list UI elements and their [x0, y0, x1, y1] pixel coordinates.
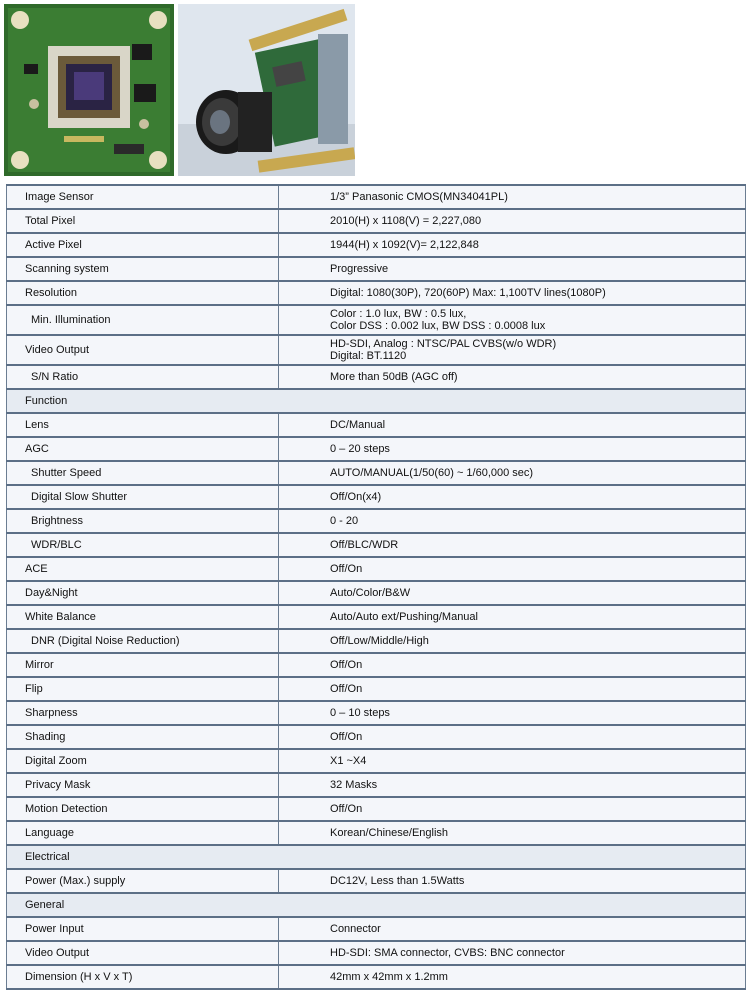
spec-row: [7, 209, 746, 233]
spec-label: Digital Zoom: [7, 749, 279, 773]
spec-row: [7, 257, 746, 281]
spec-row: [7, 893, 746, 917]
spec-value: [279, 437, 746, 461]
spec-row: [7, 305, 746, 335]
spec-value-line: 0 - 20: [330, 515, 359, 527]
section-heading: Function: [7, 389, 746, 413]
spec-value-line: 42mm x 42mm x 1.2mm: [330, 971, 448, 983]
spec-row: [7, 845, 746, 869]
spec-value: [279, 485, 746, 509]
spec-row: [7, 461, 746, 485]
spec-value-line: AUTO/MANUAL(1/50(60) ~ 1/60,000 sec): [330, 467, 534, 479]
spec-label: S/N Ratio: [7, 365, 279, 389]
spec-row: [7, 965, 746, 989]
spec-label: Power (Max.) supply: [7, 869, 279, 893]
spec-value: [279, 257, 746, 281]
spec-value-line: HD-SDI, Analog : NTSC/PAL CVBS(w/o WDR): [330, 338, 557, 350]
spec-table: [6, 184, 746, 990]
spec-value: [279, 581, 746, 605]
spec-label: Power Input: [7, 917, 279, 941]
spec-label: Privacy Mask: [7, 773, 279, 797]
spec-label: WDR/BLC: [7, 533, 279, 557]
spec-label: Shutter Speed: [7, 461, 279, 485]
spec-label: Total Pixel: [7, 209, 279, 233]
spec-value-line: Progressive: [330, 263, 389, 275]
spec-value: [279, 965, 746, 989]
spec-row: [7, 749, 746, 773]
spec-row: [7, 389, 746, 413]
spec-label: Motion Detection: [7, 797, 279, 821]
spec-row: [7, 869, 746, 893]
spec-row: [7, 773, 746, 797]
spec-value-line: Off/Low/Middle/High: [330, 635, 429, 647]
spec-row: [7, 557, 746, 581]
spec-table-body: [7, 185, 746, 989]
spec-value-line: DC/Manual: [330, 419, 386, 431]
spec-value-line: 1/3” Panasonic CMOS(MN34041PL): [330, 191, 508, 203]
spec-row: [7, 653, 746, 677]
spec-value-line: Digital: 1080(30P), 720(60P) Max: 1,100TV lines(1080P): [330, 287, 606, 299]
spec-label: Day&Night: [7, 581, 279, 605]
spec-value-line: Off/On: [330, 659, 363, 671]
spec-label: White Balance: [7, 605, 279, 629]
spec-value: [279, 725, 746, 749]
spec-label: Mirror: [7, 653, 279, 677]
spec-row: [7, 509, 746, 533]
spec-row: [7, 413, 746, 437]
spec-value-line: X1 ~X4: [330, 755, 367, 767]
spec-value: [279, 773, 746, 797]
spec-value-line: Off/On: [330, 803, 363, 815]
spec-row: [7, 725, 746, 749]
spec-label: AGC: [7, 437, 279, 461]
spec-row: [7, 701, 746, 725]
spec-value-line: Off/On: [330, 563, 363, 575]
spec-value: [279, 461, 746, 485]
spec-value-line-2: Digital: BT.1120: [330, 350, 407, 362]
spec-row: [7, 233, 746, 257]
spec-value: [279, 365, 746, 389]
spec-value-line: Off/On(x4): [330, 491, 382, 503]
spec-value: [279, 917, 746, 941]
spec-value-line: Off/BLC/WDR: [330, 539, 399, 551]
spec-label: Video Output: [7, 941, 279, 965]
spec-label: Dimension (H x V x T): [7, 965, 279, 989]
spec-value-line-2: Color DSS : 0.002 lux, BW DSS : 0.0008 lux: [330, 320, 546, 332]
spec-label: Active Pixel: [7, 233, 279, 257]
spec-row: [7, 941, 746, 965]
spec-row: [7, 821, 746, 845]
spec-row: [7, 677, 746, 701]
spec-row: [7, 605, 746, 629]
spec-value-line: 2010(H) x 1108(V) = 2,227,080: [330, 215, 482, 227]
spec-value: [279, 233, 746, 257]
spec-label: Brightness: [7, 509, 279, 533]
spec-row: [7, 797, 746, 821]
spec-value: [279, 629, 746, 653]
spec-label: Digital Slow Shutter: [7, 485, 279, 509]
spec-label: Video Output: [7, 335, 279, 365]
spec-value-line: DC12V, Less than 1.5Watts: [330, 875, 465, 887]
spec-value: [279, 335, 746, 365]
spec-label: Shading: [7, 725, 279, 749]
spec-value-line: Korean/Chinese/English: [330, 827, 449, 839]
spec-value-line: 32 Masks: [330, 779, 378, 791]
spec-value: [279, 605, 746, 629]
spec-row: [7, 533, 746, 557]
spec-value: [279, 653, 746, 677]
spec-label: Lens: [7, 413, 279, 437]
spec-value-line: 0 – 10 steps: [330, 707, 390, 719]
spec-value: [279, 413, 746, 437]
spec-label: Resolution: [7, 281, 279, 305]
spec-value: [279, 557, 746, 581]
spec-value: [279, 209, 746, 233]
spec-label: Image Sensor: [7, 185, 279, 209]
spec-value: [279, 701, 746, 725]
spec-value: [279, 869, 746, 893]
spec-label: Flip: [7, 677, 279, 701]
spec-value: [279, 797, 746, 821]
spec-value-line: Auto/Auto ext/Pushing/Manual: [330, 611, 478, 623]
spec-row: [7, 485, 746, 509]
spec-row: [7, 629, 746, 653]
camera-module-photo: [178, 4, 355, 176]
spec-value-line: 0 – 20 steps: [330, 443, 390, 455]
spec-value-line: HD-SDI: SMA connector, CVBS: BNC connector: [330, 947, 565, 959]
spec-value: [279, 941, 746, 965]
section-heading: Electrical: [7, 845, 746, 869]
spec-value-line: Color : 1.0 lux, BW : 0.5 lux,: [330, 308, 467, 320]
spec-value: [279, 509, 746, 533]
spec-value: [279, 677, 746, 701]
spec-row: [7, 365, 746, 389]
spec-value-line: Off/On: [330, 731, 363, 743]
spec-row: [7, 281, 746, 305]
section-heading: General: [7, 893, 746, 917]
spec-label: Sharpness: [7, 701, 279, 725]
spec-label: ACE: [7, 557, 279, 581]
spec-value-line: Auto/Color/B&W: [330, 587, 411, 599]
spec-row: [7, 335, 746, 365]
spec-value: [279, 305, 746, 335]
spec-label: Min. Illumination: [7, 305, 279, 335]
spec-row: [7, 917, 746, 941]
spec-row: [7, 185, 746, 209]
spec-label: Scanning system: [7, 257, 279, 281]
spec-label: Language: [7, 821, 279, 845]
spec-value: [279, 281, 746, 305]
spec-value-line: Off/On: [330, 683, 363, 695]
spec-value-line: 1944(H) x 1092(V)= 2,122,848: [330, 239, 479, 251]
spec-value-line: More than 50dB (AGC off): [330, 371, 458, 383]
spec-value: [279, 533, 746, 557]
spec-label: DNR (Digital Noise Reduction): [7, 629, 279, 653]
spec-row: [7, 437, 746, 461]
camera-board-photo: [4, 4, 174, 176]
spec-value: [279, 821, 746, 845]
spec-value: [279, 185, 746, 209]
spec-value: [279, 749, 746, 773]
spec-row: [7, 581, 746, 605]
spec-value-line: Connector: [330, 923, 381, 935]
